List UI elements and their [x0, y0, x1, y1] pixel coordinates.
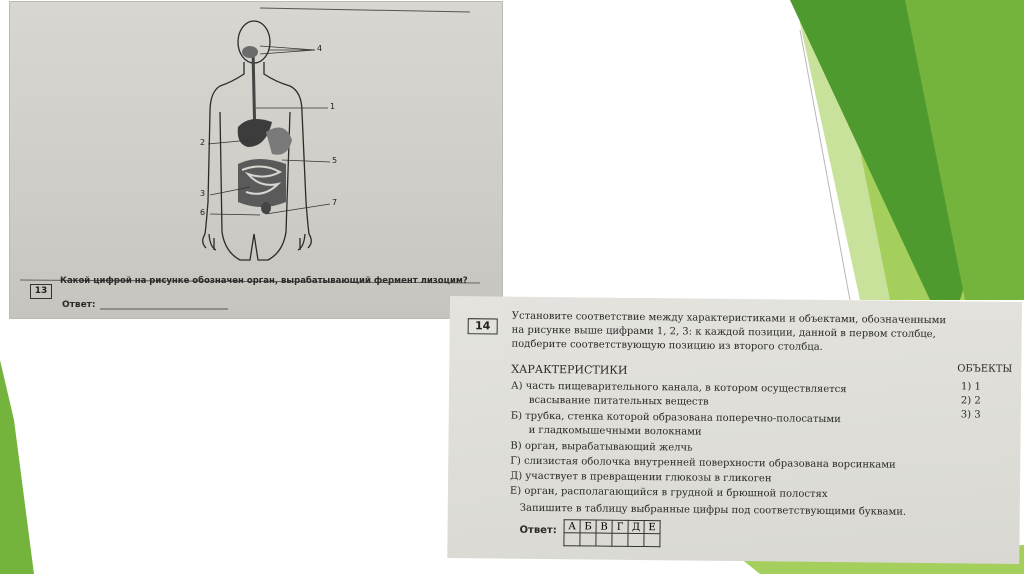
organs — [238, 46, 292, 214]
diagram-label-2: 2 — [200, 138, 206, 147]
answer-letter-a: А — [564, 520, 580, 533]
characteristic-v: В) орган, вырабатывающий желчь — [510, 440, 693, 454]
object-3: 3) 3 — [960, 409, 981, 421]
answer-table-cells — [564, 533, 660, 547]
answer-label-13: Ответ: — [62, 300, 96, 310]
answer-cell[interactable] — [564, 533, 580, 546]
intro-line-1: Установите соответствие между характеристиками и объектами, обозначенными — [511, 310, 947, 327]
page-edge-line — [260, 8, 470, 12]
object-2: 2) 2 — [960, 395, 981, 407]
intro-line-2: на рисунке выше цифрами 1, 2, 3: к каждой позиции, данной в первом столбце, — [511, 324, 936, 341]
instruction-text: Запишите в таблицу выбранные цифры под соответствующими буквами. — [519, 502, 907, 518]
characteristic-g: Г) слизистая оболочка внутренней поверхности образована ворсинками — [510, 455, 896, 471]
digestive-system-diagram — [10, 2, 502, 318]
task-13-photo — [10, 2, 502, 318]
diagram-label-5: 5 — [332, 156, 338, 165]
answer-letter-b: Б — [580, 520, 596, 533]
answer-cell[interactable] — [596, 533, 612, 546]
answer-letter-v: В — [596, 520, 612, 533]
answer-cell[interactable] — [628, 533, 644, 546]
diagram-label-7: 7 — [332, 198, 338, 207]
diagram-label-3: 3 — [200, 189, 206, 198]
task-14-photo — [447, 296, 1022, 564]
answer-table — [563, 519, 660, 547]
characteristic-d: Д) участвует в превращении глюкозы в гликоген — [510, 470, 772, 485]
answer-cell[interactable] — [612, 533, 628, 546]
green-left-bar — [0, 360, 34, 574]
intro-line-3: подберите соответствующую позицию из второго столбца. — [511, 338, 823, 353]
question-13-text: Какой цифрой на рисунке обозначен орган, вырабатывающий фермент лизоцим? — [60, 276, 468, 286]
answer-letter-e: Е — [644, 521, 660, 534]
answer-cell[interactable] — [644, 534, 660, 547]
answer-letter-g: Г — [612, 520, 628, 533]
answer-label-14: Ответ: — [519, 524, 557, 537]
characteristic-b: Б) трубка, стенка которой образована поперечно-полосатыми — [510, 410, 841, 426]
question-number-13: 13 — [30, 284, 52, 299]
characteristics-header: ХАРАКТЕРИСТИКИ — [511, 362, 628, 377]
diagram-label-1: 1 — [330, 102, 336, 111]
answer-cell[interactable] — [580, 533, 596, 546]
characteristic-a-cont: всасывание питательных веществ — [528, 394, 709, 408]
characteristic-b-cont: и гладкомышечными волокнами — [528, 424, 702, 438]
answer-letter-d: Д — [628, 520, 644, 533]
question-number-14: 14 — [468, 318, 498, 334]
characteristic-a: А) часть пищеварительного канала, в котором осуществляется — [511, 380, 847, 396]
diagram-label-6: 6 — [200, 208, 206, 217]
object-1: 1) 1 — [961, 381, 981, 393]
characteristic-e: Е) орган, располагающийся в грудной и брюшной полостях — [509, 485, 828, 500]
objects-header: ОБЪЕКТЫ — [957, 363, 1013, 375]
answer-table-letters — [564, 520, 660, 534]
diagram-label-4: 4 — [317, 44, 323, 53]
